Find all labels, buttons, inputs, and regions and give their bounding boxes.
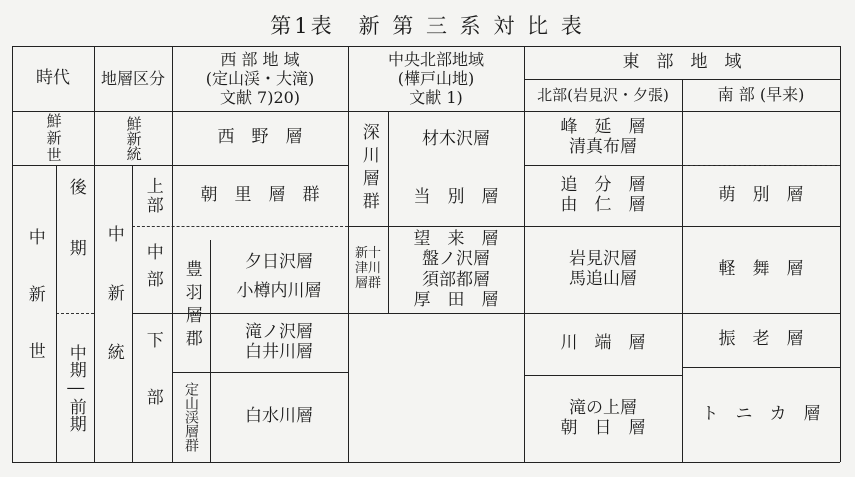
east-south-mobetsu: 萌 別 層 <box>718 184 804 205</box>
central-lower-formations <box>388 226 524 313</box>
table-title: 第1表 新 第 三 系 対 比 表 <box>270 14 585 38</box>
east-north-asahi: 朝 日 層 <box>560 417 646 438</box>
central-tobetsu: 当 別 層 <box>413 186 499 207</box>
division-upper: 上部 <box>142 176 163 215</box>
era-middle-early: 中期―前期 <box>65 343 86 432</box>
west-nishino: 西 野 層 <box>217 127 303 148</box>
west-jozankei-group: 定山渓層群 <box>183 382 199 452</box>
header-west-line2: (定山渓・大滝) <box>205 68 315 88</box>
east-north-r2 <box>524 165 682 226</box>
central-zaimokuzawa: 材木沢層 <box>422 129 490 150</box>
west-middle-formations <box>210 240 348 313</box>
east-north-umaoiyama: 馬追山層 <box>569 268 637 289</box>
central-shintotsukawa-group: 新十津川層群 <box>354 246 381 291</box>
east-north-r5 <box>524 375 682 462</box>
division-middle: 中部 <box>142 242 163 297</box>
west-shiraigawa: 白井川層 <box>245 341 313 362</box>
east-south-karumai: 軽 舞 層 <box>718 258 804 279</box>
header-east-north: 北部(岩見沢・夕張) <box>537 86 669 104</box>
header-west <box>172 46 348 111</box>
header-central <box>348 46 524 111</box>
east-south-furuo: 振 老 層 <box>718 329 804 350</box>
header-era: 時代 <box>36 68 70 89</box>
east-north-oiwake: 追 分 層 <box>560 174 646 195</box>
east-north-kiyomappu: 清真布層 <box>569 137 637 157</box>
header-east-south: 南 部 (早来) <box>717 85 805 105</box>
central-fukagawa-group: 深川層群 <box>358 122 379 215</box>
west-asari: 朝 里 層 群 <box>200 184 320 205</box>
division-lower: 下部 <box>142 330 163 445</box>
central-atsuta: 厚 田 層 <box>413 289 499 310</box>
west-yuhizawa: 夕日沢層 <box>245 251 313 272</box>
east-north-yuni: 由 仁 層 <box>560 194 646 215</box>
west-kotarunaigawa: 小樽内川層 <box>236 280 322 301</box>
east-north-r1 <box>524 111 682 165</box>
central-subetsu: 須部都層 <box>422 269 490 290</box>
header-central-line1: 中央北部地域 <box>387 49 484 69</box>
header-central-line2: (樺戸山地) <box>397 68 475 88</box>
header-east: 東 部 地 域 <box>622 52 742 73</box>
east-north-kawabata: 川 端 層 <box>560 333 646 354</box>
central-mourai: 望 来 層 <box>413 228 499 249</box>
division-pliocene-series: 鮮新統 <box>124 115 143 161</box>
header-west-line3: 文献 7)20) <box>219 88 301 108</box>
east-north-takinoue: 滝の上層 <box>569 397 637 418</box>
west-toyoha-group: 豊羽層郡 <box>181 260 202 352</box>
central-bannosawa: 盤ノ沢層 <box>422 249 490 270</box>
header-west-line1: 西 部 地 域 <box>220 49 300 69</box>
west-shiromizugawa: 白水川層 <box>245 406 313 427</box>
header-division: 地層区分 <box>100 68 165 88</box>
era-late: 後期 <box>65 178 86 300</box>
era-pliocene: 鮮新世 <box>44 112 63 164</box>
east-north-iwamizawa: 岩見沢層 <box>569 248 637 269</box>
east-north-r3 <box>524 226 682 313</box>
east-south-tonika: ト ニ カ 層 <box>701 403 821 424</box>
header-central-line3: 文献 1) <box>409 88 463 108</box>
era-miocene: 中新世 <box>24 228 45 399</box>
west-takinosawa: 滝ノ沢層 <box>245 321 313 342</box>
west-lower-formations <box>210 313 348 372</box>
division-miocene-series: 中新統 <box>103 225 124 402</box>
east-north-minenobu: 峰 延 層 <box>560 117 646 138</box>
